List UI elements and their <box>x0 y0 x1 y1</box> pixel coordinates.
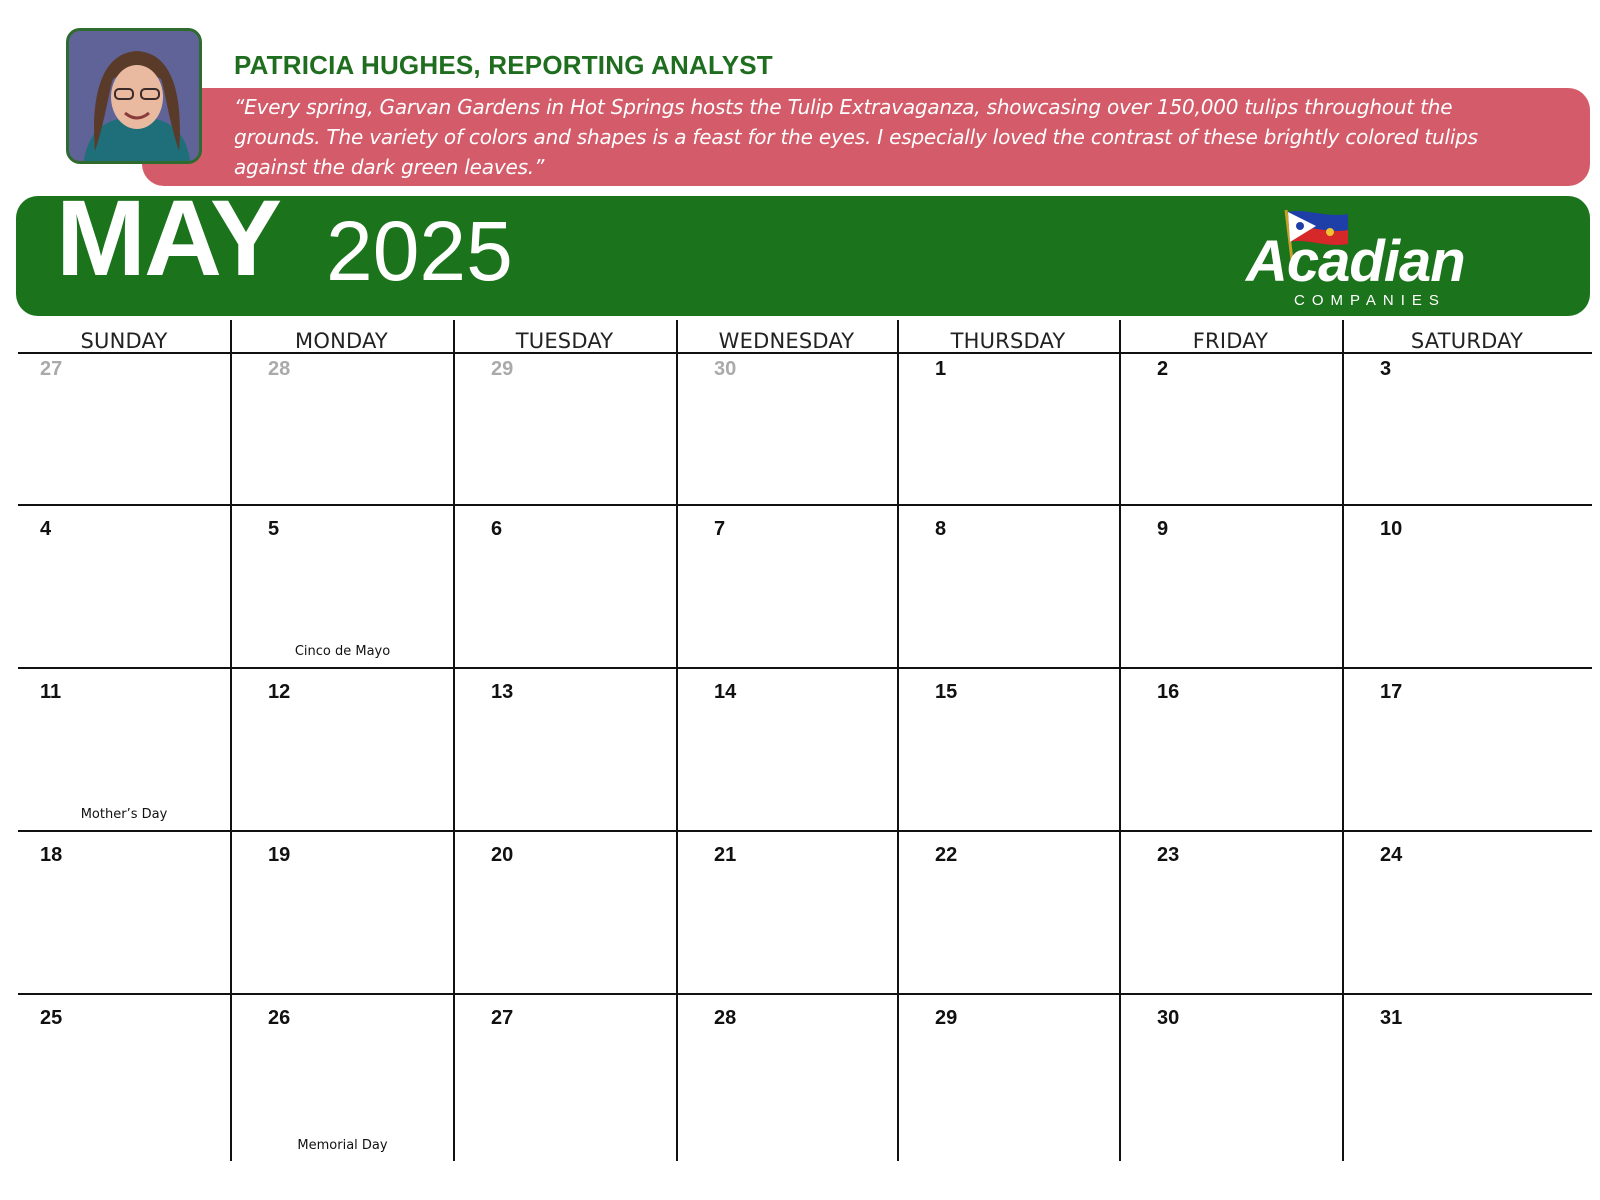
day-number: 16 <box>1157 681 1180 703</box>
calendar-day-cell[interactable] <box>676 669 897 832</box>
day-number: 23 <box>1157 844 1180 866</box>
calendar-day-cell[interactable] <box>1119 346 1342 506</box>
day-number: 6 <box>491 518 503 540</box>
day-number: 26 <box>268 1007 291 1029</box>
day-number: 28 <box>268 358 291 380</box>
calendar-grid <box>18 326 1592 1190</box>
calendar-day-cell[interactable] <box>230 995 453 1161</box>
company-logo <box>1240 206 1510 314</box>
calendar-day-cell[interactable] <box>1342 669 1592 832</box>
calendar-day-cell[interactable] <box>453 832 676 995</box>
day-number: 19 <box>268 844 291 866</box>
day-number: 27 <box>491 1007 514 1029</box>
calendar-day-cell[interactable] <box>897 506 1119 669</box>
author-name: PATRICIA HUGHES, REPORTING ANALYST <box>234 50 773 80</box>
day-number: 14 <box>714 681 737 703</box>
year: 2025 <box>326 204 513 298</box>
day-number: 30 <box>1157 1007 1180 1029</box>
day-number: 31 <box>1380 1007 1403 1029</box>
calendar-day-cell[interactable] <box>1119 506 1342 669</box>
calendar-day-cell[interactable] <box>18 506 230 669</box>
calendar-day-cell[interactable] <box>1342 832 1592 995</box>
weekday-label-saturday: SATURDAY <box>1410 329 1524 353</box>
author-photo <box>66 28 202 164</box>
day-number: 25 <box>40 1007 63 1029</box>
calendar-day-cell[interactable] <box>230 669 453 832</box>
logo-wordmark: Acadian <box>1246 229 1465 294</box>
quote-line: grounds. The variety of colors and shapes is a feast for the eyes. I especially loved the contrast of these brightly colored tulips <box>234 125 1478 149</box>
day-number: 13 <box>491 681 514 703</box>
calendar-day-cell[interactable] <box>897 669 1119 832</box>
weekday-label-thursday: THURSDAY <box>950 329 1066 353</box>
calendar-day-cell[interactable] <box>18 669 230 832</box>
day-number: 9 <box>1157 518 1169 540</box>
day-number: 2 <box>1157 358 1169 380</box>
weekday-label-wednesday: WEDNESDAY <box>718 329 855 353</box>
calendar-day-cell[interactable] <box>453 995 676 1161</box>
day-number: 27 <box>40 358 63 380</box>
calendar-day-cell[interactable] <box>230 832 453 995</box>
day-number: 24 <box>1380 844 1403 866</box>
day-number: 28 <box>714 1007 737 1029</box>
calendar-day-cell[interactable] <box>18 995 230 1161</box>
holiday-label: Memorial Day <box>297 1138 388 1153</box>
calendar-day-cell[interactable] <box>897 832 1119 995</box>
calendar-day-cell[interactable] <box>1119 669 1342 832</box>
calendar-day-cell[interactable] <box>1342 346 1592 506</box>
calendar-day-cell[interactable] <box>230 506 453 669</box>
calendar-day-cell[interactable] <box>1342 506 1592 669</box>
day-number: 10 <box>1380 518 1403 540</box>
weekday-label-monday: MONDAY <box>295 329 388 353</box>
day-number: 7 <box>714 518 726 540</box>
day-number: 29 <box>491 358 514 380</box>
calendar-day-cell[interactable] <box>453 506 676 669</box>
day-number: 1 <box>935 358 947 380</box>
calendar-day-cell[interactable] <box>453 669 676 832</box>
day-number: 17 <box>1380 681 1403 703</box>
holiday-label: Mother’s Day <box>80 807 168 822</box>
day-number: 18 <box>40 844 63 866</box>
calendar-day-cell[interactable] <box>18 346 230 506</box>
holiday-label: Cinco de Mayo <box>294 644 391 659</box>
weekday-label-tuesday: TUESDAY <box>515 329 614 353</box>
weekday-label-sunday: SUNDAY <box>80 329 168 353</box>
day-number: 4 <box>40 518 52 540</box>
quote-text <box>234 92 1534 182</box>
month-name: MAY <box>56 177 281 298</box>
quote-line: against the dark green leaves.” <box>234 155 545 179</box>
calendar-day-cell[interactable] <box>676 506 897 669</box>
day-number: 15 <box>935 681 958 703</box>
day-number: 12 <box>268 681 291 703</box>
day-number: 3 <box>1380 358 1392 380</box>
day-number: 29 <box>935 1007 958 1029</box>
calendar-day-cell[interactable] <box>1342 995 1592 1161</box>
person-photo-icon <box>69 31 202 164</box>
calendar-day-cell[interactable] <box>676 995 897 1161</box>
day-number: 22 <box>935 844 958 866</box>
calendar-day-cell[interactable] <box>897 346 1119 506</box>
quote-line: “Every spring, Garvan Gardens in Hot Springs hosts the Tulip Extravaganza, showcasing over 150,000 tulips throughout the <box>234 95 1453 119</box>
calendar-day-cell[interactable] <box>1119 995 1342 1161</box>
day-number: 21 <box>714 844 737 866</box>
calendar-day-cell[interactable] <box>453 346 676 506</box>
calendar-day-cell[interactable] <box>676 832 897 995</box>
day-number: 20 <box>491 844 514 866</box>
weekday-label-friday: FRIDAY <box>1192 329 1269 353</box>
logo-subtitle: COMPANIES <box>1294 292 1446 309</box>
day-number: 8 <box>935 518 947 540</box>
day-number: 5 <box>268 518 280 540</box>
calendar-day-cell[interactable] <box>1119 832 1342 995</box>
calendar-day-cell[interactable] <box>897 995 1119 1161</box>
day-number: 11 <box>40 681 62 703</box>
calendar-day-cell[interactable] <box>18 832 230 995</box>
day-number: 30 <box>714 358 737 380</box>
calendar-day-cell[interactable] <box>230 346 453 506</box>
calendar-day-cell[interactable] <box>676 346 897 506</box>
